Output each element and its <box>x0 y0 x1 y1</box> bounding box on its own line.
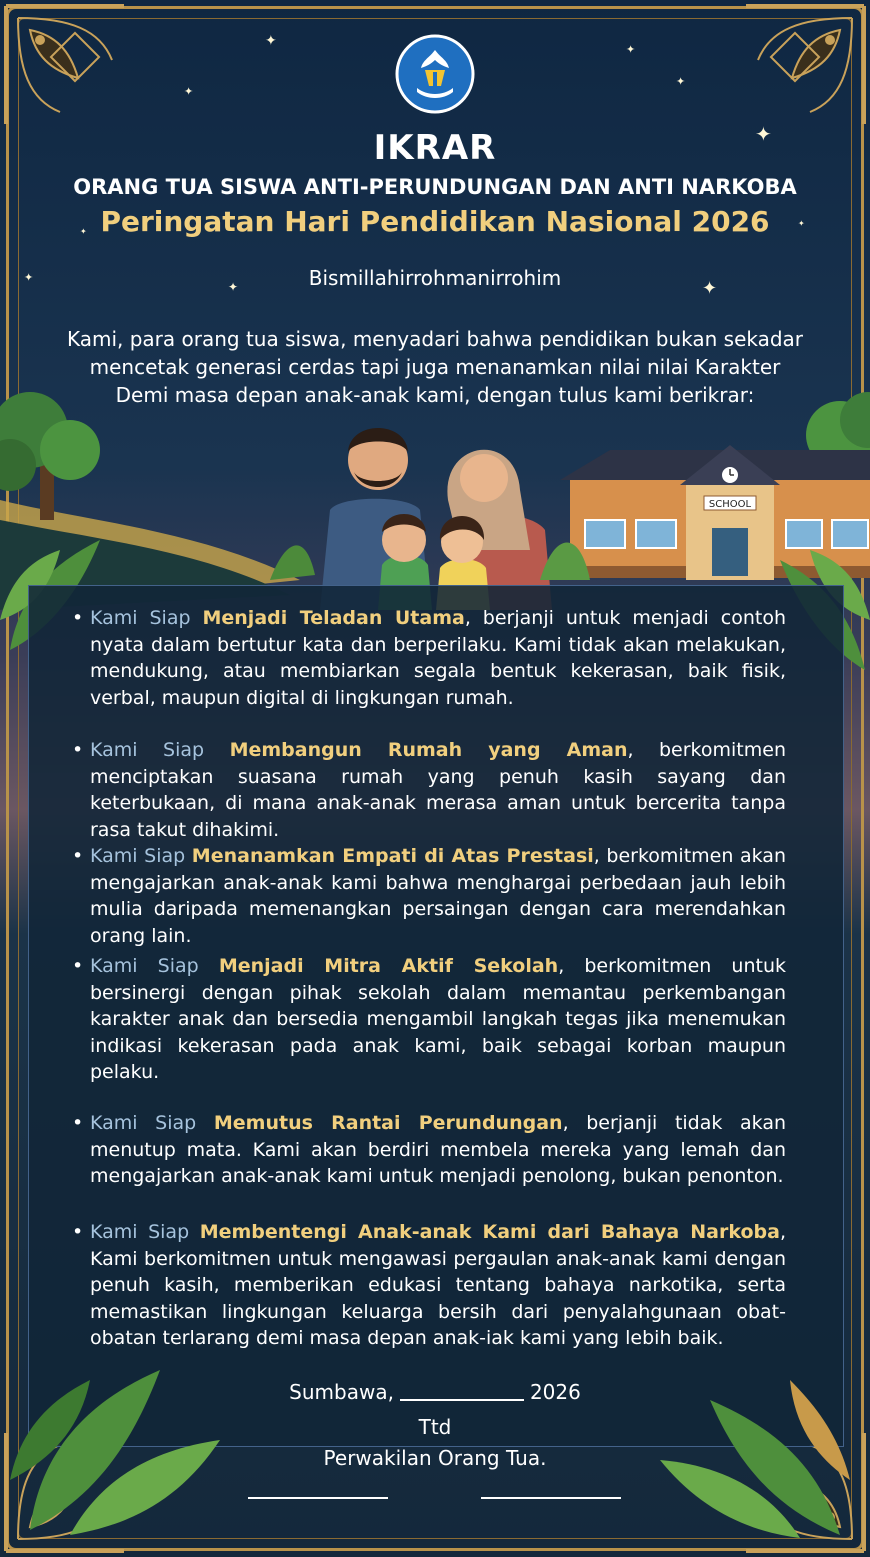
pledge-highlight: Memutus Rantai Perundungan <box>213 1112 563 1134</box>
intro-line: Demi masa depan anak-anak kami, dengan tulus kami berikrar: <box>115 383 755 407</box>
date-blank-line <box>400 1399 524 1401</box>
list-item <box>72 737 786 843</box>
page-title: IKRAR <box>373 128 497 168</box>
list-item <box>72 843 786 949</box>
pledge-lead: Kami Siap <box>90 1112 197 1134</box>
pledge-lead: Kami Siap <box>90 845 186 867</box>
signature-line-left <box>248 1497 388 1499</box>
signature-line-right <box>481 1497 621 1499</box>
signature-place: Sumbawa, <box>289 1380 394 1404</box>
pledge-highlight: Membangun Rumah yang Aman <box>229 739 628 761</box>
bullet-icon: • <box>72 1112 84 1134</box>
page-subtitle: ORANG TUA SISWA ANTI-PERUNDUNGAN DAN ANTI NARKOBA <box>73 175 797 199</box>
bullet-icon: • <box>72 845 84 867</box>
star-icon: ✦ <box>755 122 772 146</box>
star-icon: ✦ <box>184 85 194 98</box>
bullet-icon: • <box>72 1221 84 1243</box>
pledge-lead: Kami Siap <box>90 955 199 977</box>
pledge-highlight: Menjadi Teladan Utama <box>202 607 465 629</box>
signature-ttd: Ttd <box>418 1415 452 1439</box>
star-icon: ✦ <box>626 43 636 56</box>
intro-line: Kami, para orang tua siswa, menyadari bahwa pendidikan bukan sekadar <box>66 327 804 351</box>
corner-ornament-icon <box>0 0 130 130</box>
star-icon: ✦ <box>80 227 87 236</box>
signature-representative: Perwakilan Orang Tua. <box>323 1446 547 1470</box>
star-icon: ✦ <box>228 280 239 294</box>
bullet-icon: • <box>72 607 84 629</box>
leaf-icon <box>270 545 315 580</box>
opening-phrase: Bismillahirrohmanirrohim <box>308 266 562 290</box>
pledge-lead: Kami Siap <box>90 607 191 629</box>
tut-wuri-handayani-logo-icon <box>395 34 475 114</box>
star-icon: ✦ <box>24 271 34 284</box>
pledge-text: , berkomitmen untuk bersinergi dengan pihak sekolah dalam memantau perkembangan karakter anak dan bersedia mengambil langkah tegas jika menemukan indikasi kekerasan pada anak kami, baik sebagai korban maupun pelaku. <box>90 955 787 1083</box>
pledge-lead: Kami Siap <box>90 739 205 761</box>
bullet-icon: • <box>72 739 84 761</box>
corner-ornament-icon <box>740 0 870 130</box>
family-figures-icon <box>320 428 552 610</box>
bullet-icon: • <box>72 955 84 977</box>
pledge-text: , Kami berkomitmen untuk mengawasi pergaulan anak-anak kami dengan penuh kasih, memberikan edukasi tentang bahaya narkotika, serta memastikan lingkungan keluarga bersih dari penyalahgunaan obat-obatan terlarang demi masa depan anak-iak kami yang lebih baik. <box>90 1221 787 1349</box>
list-item <box>72 605 786 711</box>
signature-place-date <box>0 1380 870 1404</box>
school-sign-text: SCHOOL <box>708 499 752 510</box>
event-title: Peringatan Hari Pendidikan Nasional 2026 <box>100 205 770 238</box>
pledge-text: , berjanji tidak akan menutup mata. Kami akan berdiri membela mereka yang lemah dan mengajarkan anak-anak kami untuk menjadi penolong, bukan penonton. <box>90 1112 787 1187</box>
star-icon: ✦ <box>676 75 686 88</box>
family-school-illustration <box>0 380 870 610</box>
signature-year: 2026 <box>529 1380 581 1404</box>
star-icon: ✦ <box>265 33 277 49</box>
star-icon: ✦ <box>702 278 718 299</box>
pledge-highlight: Membentengi Anak-anak Kami dari Bahaya Narkoba <box>199 1221 780 1243</box>
list-item <box>72 953 787 1086</box>
star-icon: ✦ <box>798 219 805 228</box>
intro-line: mencetak generasi cerdas tapi juga menanamkan nilai nilai Karakter <box>89 355 781 379</box>
pledge-text: , berjanji untuk menjadi contoh nyata dalam bertutur kata dan berperilaku. Kami tidak akan melakukan, mendukung, atau membiarkan segala bentuk kekerasan, baik fisik, verbal, maupun digital di lingkungan rumah. <box>90 607 786 709</box>
pledge-lead: Kami Siap <box>90 1221 190 1243</box>
list-item <box>72 1110 787 1190</box>
pledge-text: , berkomitmen menciptakan suasana rumah yang penuh kasih sayang dan keterbukaan, di mana anak-anak merasa aman untuk bercerita tanpa rasa takut dihakimi. <box>90 739 786 841</box>
pledge-highlight: Menanamkan Empati di Atas Prestasi <box>191 845 594 867</box>
pledge-highlight: Menjadi Mitra Aktif Sekolah <box>218 955 559 977</box>
pledge-text: , berkomitmen akan mengajarkan anak-anak kami bahwa menghargai perbedaan jauh lebih mulia daripada memenangkan persaingan dengan cara merendahkan orang lain. <box>90 845 786 947</box>
